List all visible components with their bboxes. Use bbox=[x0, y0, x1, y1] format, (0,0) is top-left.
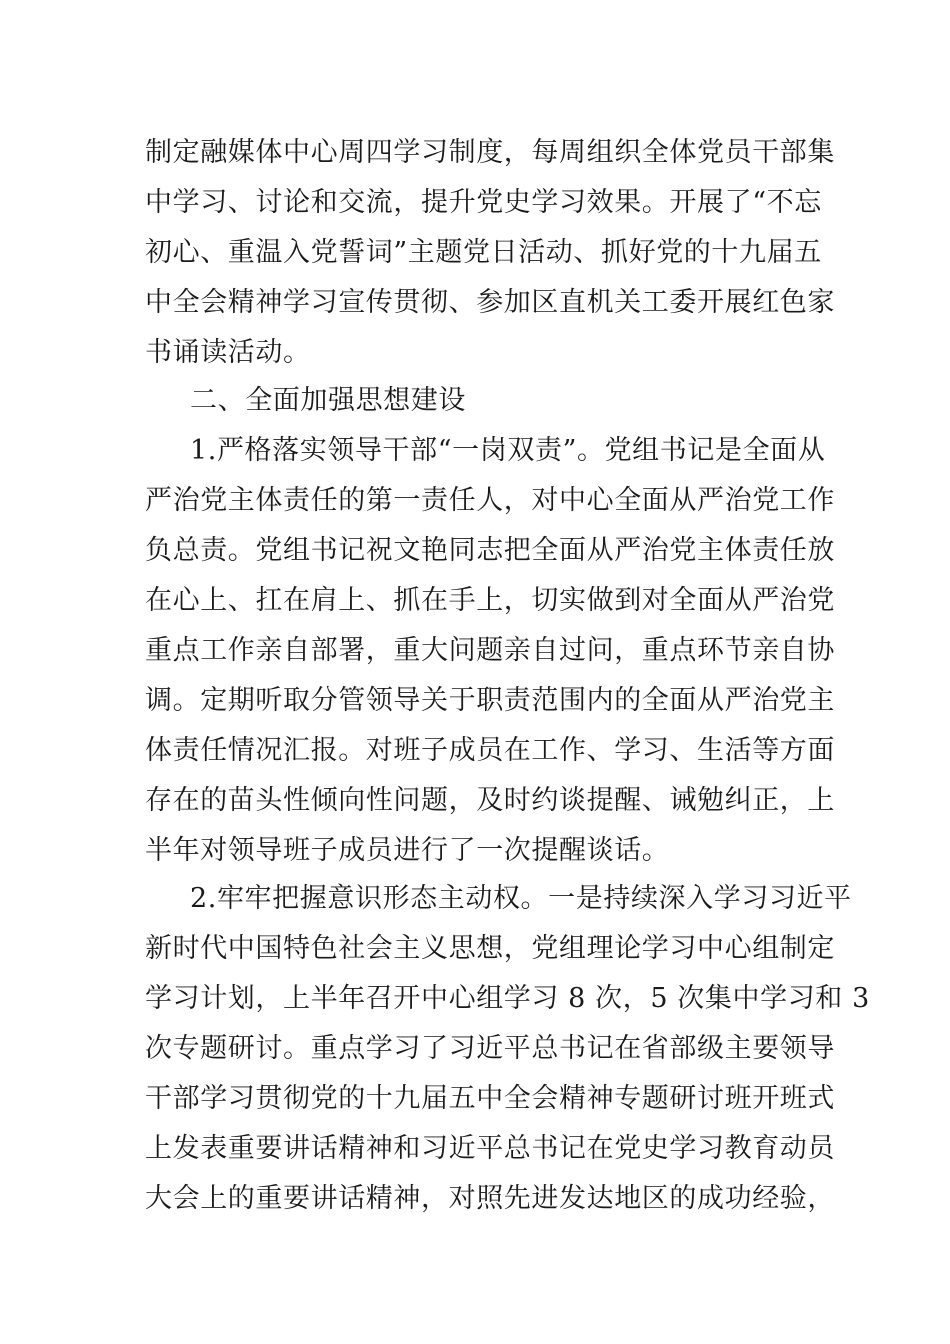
body-text-line: 在心上、扛在肩上、抓在手上，切实做到对全面从严治党 bbox=[145, 585, 835, 616]
body-text-line: 严治党主体责任的第一责任人，对中心全面从严治党工作 bbox=[145, 485, 835, 516]
body-text-line: 大会上的重要讲话精神，对照先进发达地区的成功经验， bbox=[145, 1183, 835, 1214]
body-text-line: 上发表重要讲话精神和习近平总书记在党史学习教育动员 bbox=[145, 1133, 835, 1164]
body-text-line: 学习计划，上半年召开中心组学习 8 次，5 次集中学习和 3 bbox=[145, 983, 870, 1014]
body-text-line: 调。定期听取分管领导关于职责范围内的全面从严治党主 bbox=[145, 685, 835, 716]
body-text-line: 存在的苗头性倾向性问题，及时约谈提醒、诫勉纠正，上 bbox=[145, 785, 835, 816]
paragraph-heading: 1.严格落实领导干部“一岗双责”。党组书记是全面从 bbox=[190, 435, 826, 466]
body-text-line: 重点工作亲自部署，重大问题亲自过问，重点环节亲自协 bbox=[145, 635, 835, 666]
body-text-line: 干部学习贯彻党的十九届五中全会精神专题研讨班开班式 bbox=[145, 1083, 835, 1114]
body-text-line: 中学习、讨论和交流，提升党史学习效果。开展了“不忘 bbox=[145, 187, 822, 218]
body-text-line: 书诵读活动。 bbox=[145, 337, 311, 368]
body-text-line: 次专题研讨。重点学习了习近平总书记在省部级主要领导 bbox=[145, 1033, 835, 1064]
section-heading: 二、全面加强思想建设 bbox=[190, 385, 466, 416]
paragraph-heading: 2.牢牢把握意识形态主动权。一是持续深入学习习近平 bbox=[190, 883, 852, 914]
body-text-line: 制定融媒体中心周四学习制度，每周组织全体党员干部集 bbox=[145, 137, 835, 168]
body-text-line: 半年对领导班子成员进行了一次提醒谈话。 bbox=[145, 835, 670, 866]
body-text-line: 初心、重温入党誓词”主题党日活动、抓好党的十九届五 bbox=[145, 237, 822, 268]
body-text-line: 体责任情况汇报。对班子成员在工作、学习、生活等方面 bbox=[145, 735, 835, 766]
body-text-line: 中全会精神学习宣传贯彻、参加区直机关工委开展红色家 bbox=[145, 287, 835, 318]
body-text-line: 新时代中国特色社会主义思想，党组理论学习中心组制定 bbox=[145, 933, 835, 964]
body-text-line: 负总责。党组书记祝文艳同志把全面从严治党主体责任放 bbox=[145, 535, 835, 566]
